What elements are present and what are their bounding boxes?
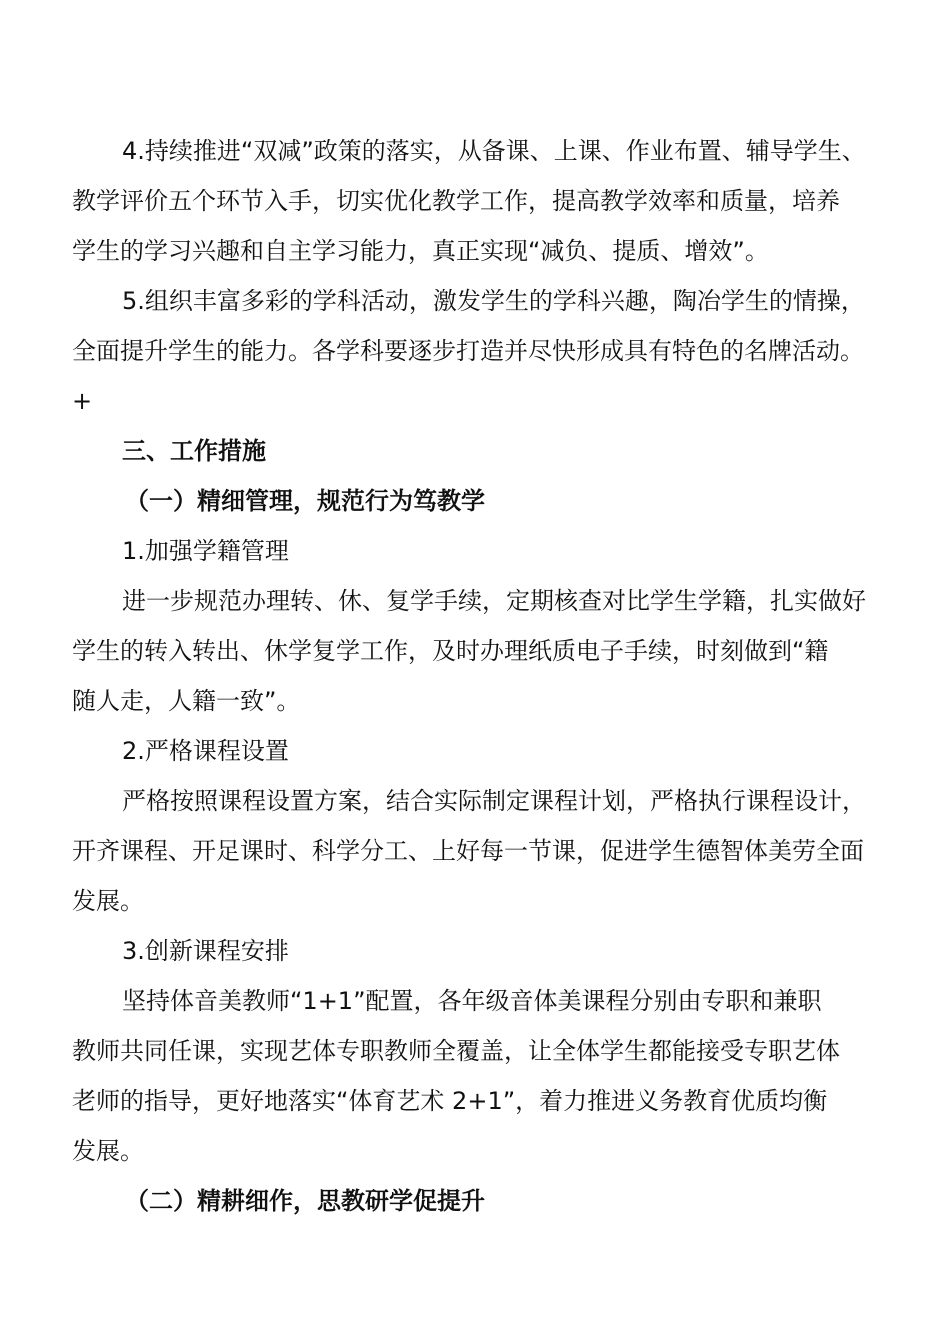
- paragraph-line: 发展。: [72, 1137, 144, 1165]
- paragraph-line: 开齐课程、开足课时、科学分工、上好每一节课，促进学生德智体美劳全面: [72, 837, 864, 865]
- paragraph-line: 4.持续推进“双减”政策的落实，从备课、上课、作业布置、辅导学生、: [122, 137, 866, 165]
- item-heading: 3.创新课程安排: [122, 937, 289, 965]
- paragraph-line: 学生的学习兴趣和自主学习能力，真正实现“减负、提质、增效”。: [72, 237, 769, 265]
- paragraph-line: 教学评价五个环节入手，切实优化教学工作，提高教学效率和质量，培养: [72, 187, 840, 215]
- item-heading: 1.加强学籍管理: [122, 537, 289, 565]
- paragraph-line: 全面提升学生的能力。各学科要逐步打造并尽快形成具有特色的名牌活动。: [72, 337, 864, 365]
- paragraph-line: 5.组织丰富多彩的学科活动，激发学生的学科兴趣，陶冶学生的情操，: [122, 287, 865, 315]
- subsection-heading: （二）精耕细作，思教研学促提升: [125, 1187, 485, 1215]
- paragraph-line: 随人走，人籍一致”。: [72, 687, 301, 715]
- paragraph-line: 发展。: [72, 887, 144, 915]
- paragraph-line: 老师的指导，更好地落实“体育艺术 2+1”，着力推进义务教育优质均衡: [72, 1087, 828, 1115]
- subsection-heading: （一）精细管理，规范行为笃教学: [125, 487, 485, 515]
- paragraph-line: 教师共同任课，实现艺体专职教师全覆盖，让全体学生都能接受专职艺体: [72, 1037, 840, 1065]
- section-heading: 三、工作措施: [122, 437, 266, 465]
- paragraph-mark: +: [72, 387, 93, 415]
- paragraph-line: 严格按照课程设置方案，结合实际制定课程计划，严格执行课程设计，: [122, 787, 866, 815]
- item-heading: 2.严格课程设置: [122, 737, 289, 765]
- paragraph-line: 学生的转入转出、休学复学工作，及时办理纸质电子手续，时刻做到“籍: [72, 637, 829, 665]
- paragraph-line: 坚持体音美教师“1+1”配置，各年级音体美课程分别由专职和兼职: [122, 987, 822, 1015]
- paragraph-line: 进一步规范办理转、休、复学手续，定期核查对比学生学籍，扎实做好: [122, 587, 866, 615]
